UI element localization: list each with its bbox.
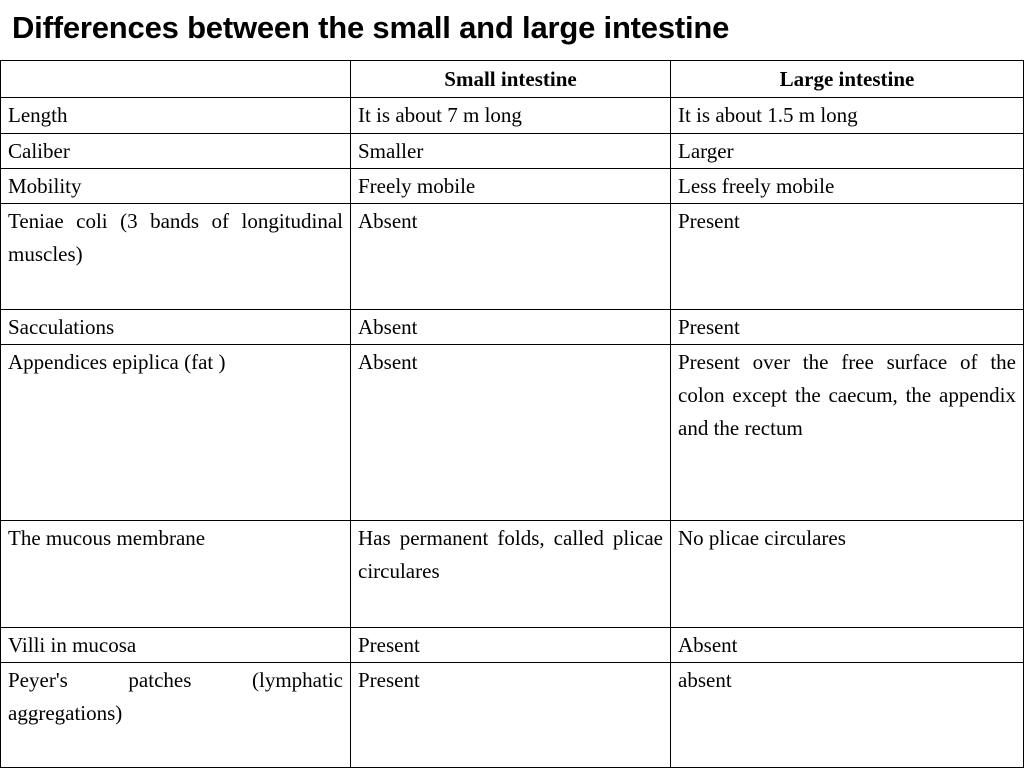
small-intestine-cell: It is about 7 m long [351,98,671,134]
large-intestine-cell: Larger [671,134,1024,169]
row-label-cell: Appendices epiplica (fat ) [1,345,351,521]
table-row [1,628,1024,663]
table-row [1,134,1024,169]
large-intestine-cell: It is about 1.5 m long [671,98,1024,134]
large-intestine-cell: Present [671,310,1024,345]
header-cell-small-intestine: Small intestine [351,61,671,98]
table-row [1,310,1024,345]
large-intestine-cell: Less freely mobile [671,169,1024,204]
header-cell-blank [1,61,351,98]
header-cell-large-intestine: Large intestine [671,61,1024,98]
row-label-cell: The mucous membrane [1,521,351,628]
small-intestine-cell: Present [351,663,671,768]
row-label-cell: Teniae coli (3 bands of longitudinal muscles) [1,204,351,310]
small-intestine-cell: Present [351,628,671,663]
row-label-cell: Villi in mucosa [1,628,351,663]
small-intestine-cell: Absent [351,204,671,310]
table-header-row [1,61,1024,98]
small-intestine-cell: Has permanent folds, called plicae circulares [351,521,671,628]
large-intestine-cell: absent [671,663,1024,768]
table-row [1,663,1024,768]
table-row [1,98,1024,134]
large-intestine-cell: Present over the free surface of the colon except the caecum, the appendix and the rectum [671,345,1024,521]
small-intestine-cell: Absent [351,345,671,521]
small-intestine-cell: Smaller [351,134,671,169]
row-label-cell: Sacculations [1,310,351,345]
large-intestine-cell: Absent [671,628,1024,663]
row-label-cell: Mobility [1,169,351,204]
table-row [1,169,1024,204]
large-intestine-cell: Present [671,204,1024,310]
table-row [1,204,1024,310]
small-intestine-cell: Freely mobile [351,169,671,204]
row-label-cell: Length [1,98,351,134]
page-title: Differences between the small and large intestine [12,10,730,45]
row-label-cell: Caliber [1,134,351,169]
comparison-table [0,60,1024,768]
row-label-cell: Peyer's patches (lymphatic aggregations) [1,663,351,768]
table-row [1,521,1024,628]
small-intestine-cell: Absent [351,310,671,345]
large-intestine-cell: No plicae circulares [671,521,1024,628]
table-row [1,345,1024,521]
